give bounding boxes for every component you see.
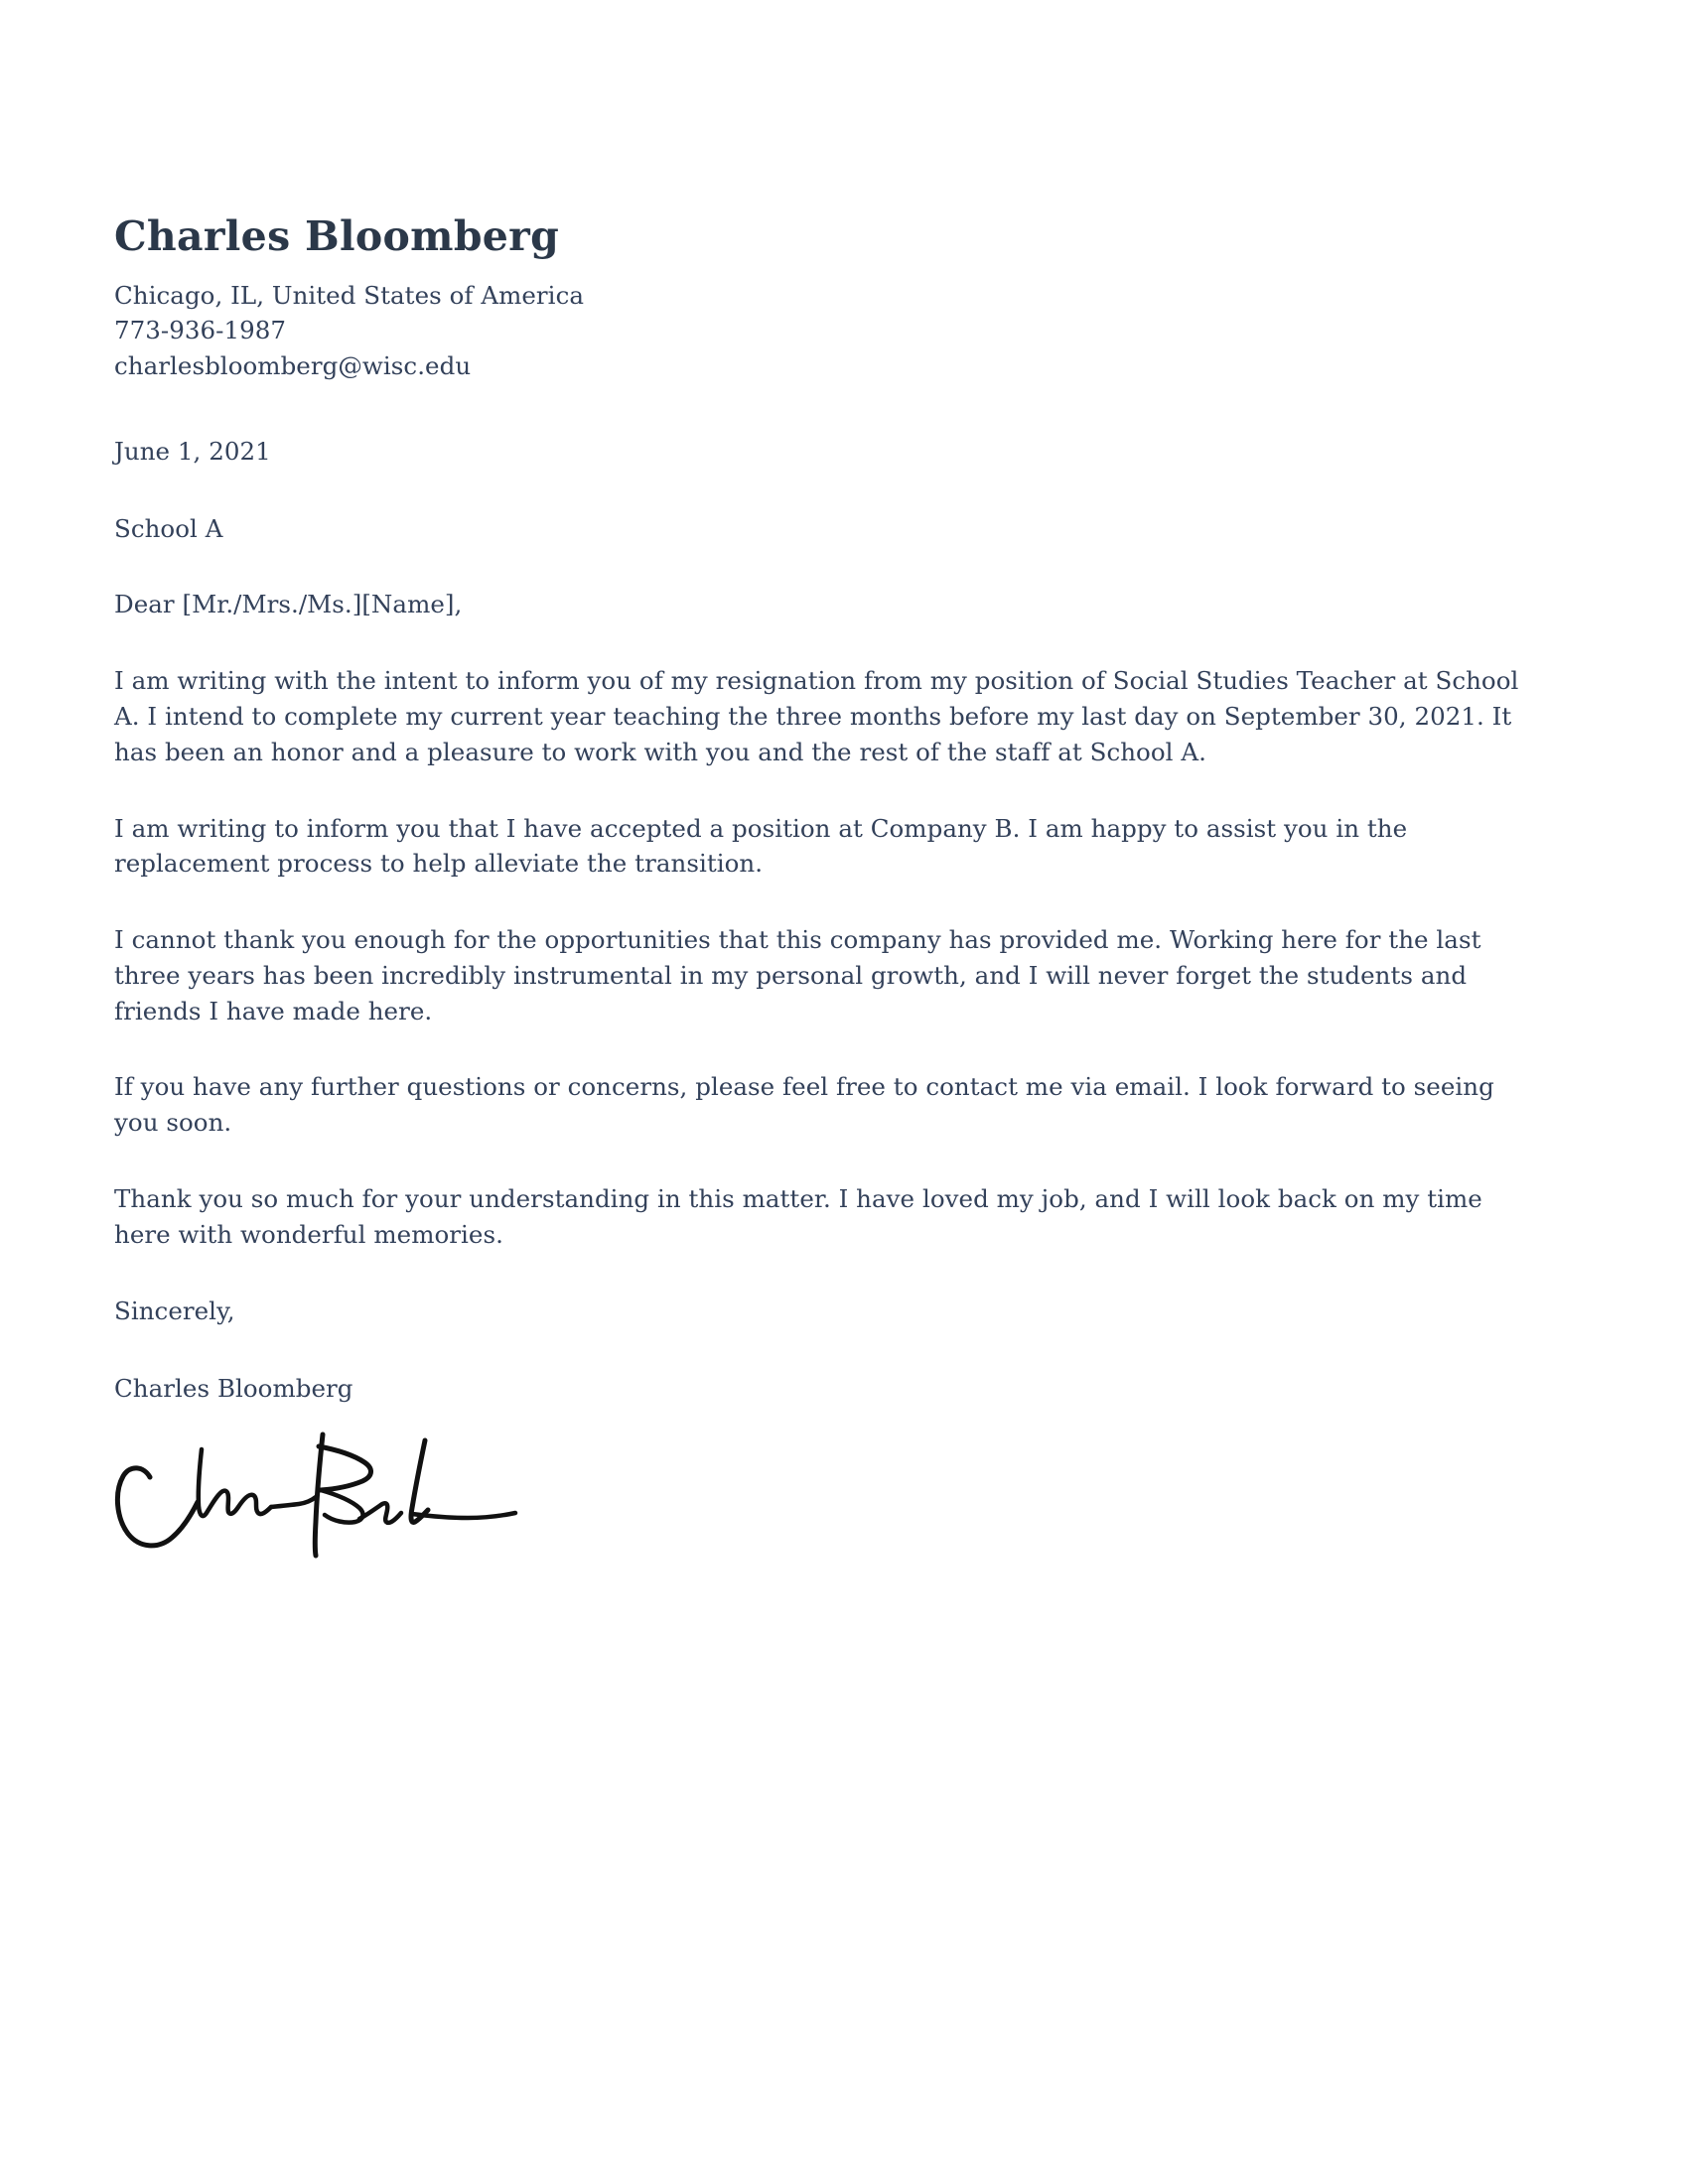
letter-recipient: School A — [114, 513, 223, 543]
sender-email: charlesbloomberg@wisc.edu — [114, 350, 472, 380]
letter-closing: Sincerely, — [114, 1297, 235, 1326]
letter-salutation: Dear [Mr./Mrs./Ms.][Name], — [114, 590, 463, 619]
signature-block — [114, 1423, 531, 1557]
letter-paragraph-3: I cannot thank you enough for the opportunities that this company has provided me. Working here for the last three years has been incredibly instrumental in my personal growth, and I will never forget the students and friends I have made here. — [114, 925, 1481, 1025]
letter-paragraph-2: I am writing to inform you that I have accepted a position at Company B. I am happy to assist you in the replacement process to help alleviate the transition. — [114, 813, 1408, 879]
letter-paragraph-5: Thank you so much for your understanding in this matter. I have loved my job, and I will look back on my time here with wonderful memories. — [114, 1183, 1482, 1249]
handwritten-signature-icon — [114, 1423, 531, 1557]
letter-paragraph-1: I am writing with the intent to inform you of my resignation from my position of Social Studies Teacher at School A. I intend to complete my current year teaching the three months before my last day on September 30, 2021. It has been an honor and a pleasure to work with you and the rest of the staff at School A. — [114, 666, 1519, 766]
sender-location: Chicago, IL, United States of America — [114, 281, 584, 311]
letter-date: June 1, 2021 — [114, 436, 271, 466]
sender-name-heading: Charles Bloomberg — [114, 212, 560, 260]
sender-phone: 773-936-1987 — [114, 316, 287, 345]
signer-name: Charles Bloomberg — [114, 1374, 353, 1404]
letter-paragraph-4: If you have any further questions or concerns, please feel free to contact me via email. I look forward to seeing you soon. — [114, 1072, 1494, 1138]
letter-body — [114, 213, 1544, 1557]
